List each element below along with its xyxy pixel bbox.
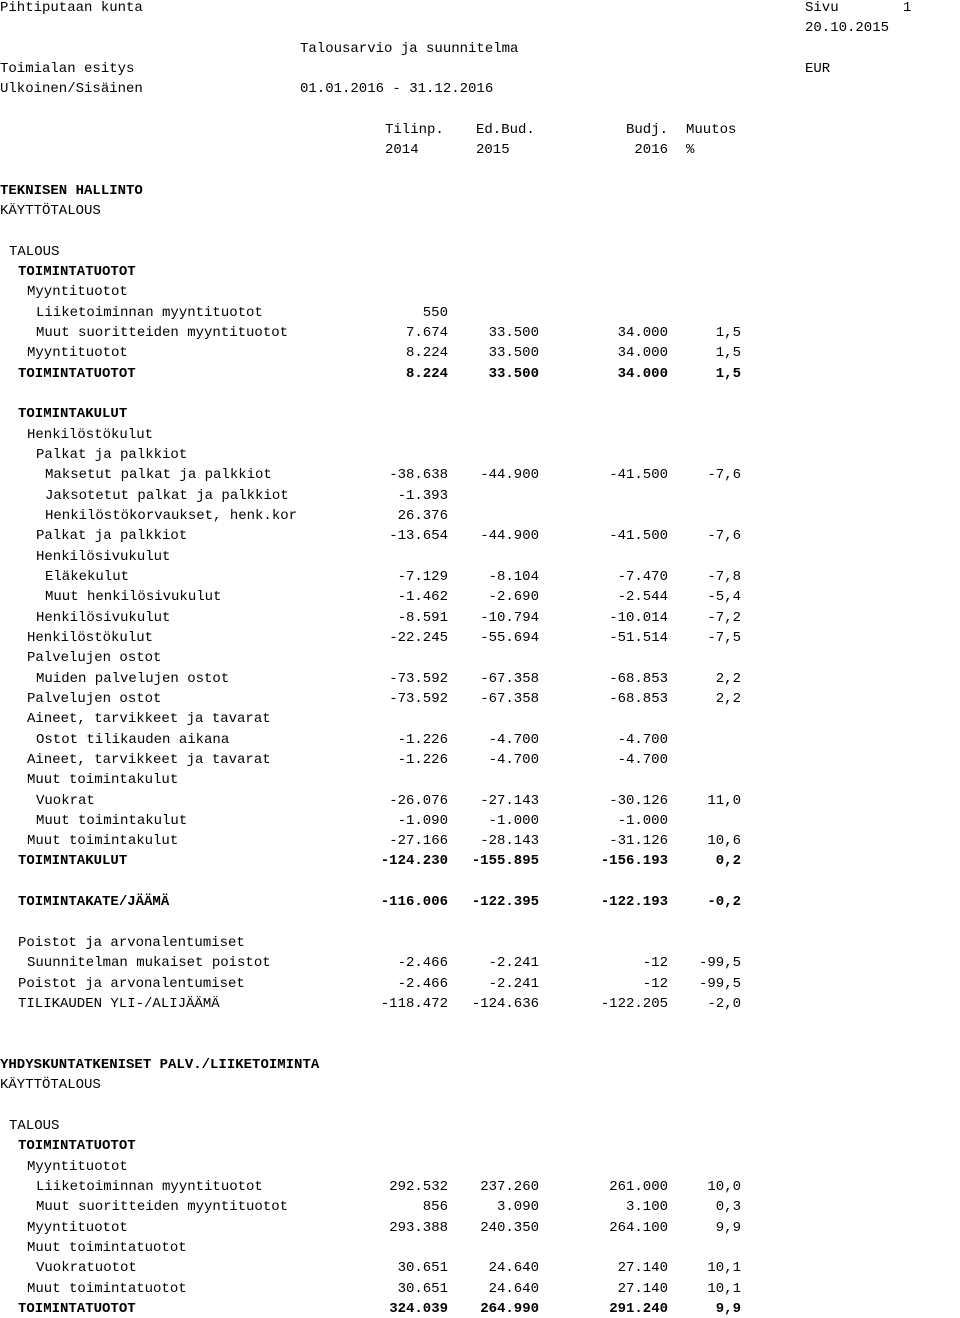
value-edbud-2015: -10.794 [480,610,539,626]
value-tilinp-2014: -22.245 [389,630,448,646]
value-tilinp-2014: -116.006 [380,894,448,910]
page-label: Sivu [805,0,839,16]
value-muutos-pct: 10,0 [707,1179,741,1195]
value-edbud-2015: -4.700 [488,752,539,768]
row-label: TOIMINTAKATE/JÄÄMÄ [18,894,170,910]
value-edbud-2015: 240.350 [480,1220,539,1236]
value-tilinp-2014: -27.166 [389,833,448,849]
value-budj-2016: -1.000 [617,813,668,829]
value-budj-2016: 291.240 [609,1301,668,1317]
row-label: Muut toimintatuotot [27,1281,187,1297]
value-edbud-2015: 237.260 [480,1179,539,1195]
row-label: Aineet, tarvikkeet ja tavarat [27,711,271,727]
row-label: Aineet, tarvikkeet ja tavarat [27,752,271,768]
row-label: Muut toimintakulut [36,813,188,829]
value-tilinp-2014: -73.592 [389,691,448,707]
value-budj-2016: -51.514 [609,630,668,646]
row-label: Palkat ja palkkiot [36,447,188,463]
row-label: Muut toimintakulut [27,833,179,849]
value-tilinp-2014: 324.039 [389,1301,448,1317]
value-muutos-pct: 1,5 [715,325,741,341]
value-edbud-2015: -4.700 [488,732,539,748]
col-budj-year: 2016 [634,142,668,158]
value-edbud-2015: -28.143 [480,833,539,849]
value-tilinp-2014: 26.376 [397,508,448,524]
row-label: Ostot tilikauden aikana [36,732,230,748]
value-muutos-pct: -7,6 [707,467,741,483]
value-budj-2016: -7.470 [617,569,668,585]
value-tilinp-2014: -1.462 [397,589,448,605]
value-edbud-2015: 3.090 [496,1199,539,1215]
report-type: Toimialan esitys [0,61,135,77]
row-label: Vuokratuotot [36,1260,137,1276]
row-label: Jaksotetut palkat ja palkkiot [45,488,289,504]
row-label: Maksetut palkat ja palkkiot [45,467,272,483]
value-budj-2016: -122.193 [600,894,668,910]
row-label: KÄYTTÖTALOUS [0,203,101,219]
value-tilinp-2014: -26.076 [389,793,448,809]
value-budj-2016: -2.544 [617,589,668,605]
row-label: Liiketoiminnan myyntituotot [36,1179,263,1195]
value-muutos-pct: -0,2 [707,894,741,910]
row-label: Muut suoritteiden myyntituotot [36,1199,289,1215]
value-edbud-2015: -44.900 [480,467,539,483]
value-budj-2016: -41.500 [609,528,668,544]
row-label: Vuokrat [36,793,95,809]
row-label: Poistot ja arvonalentumiset [18,976,245,992]
value-budj-2016: -10.014 [609,610,668,626]
value-muutos-pct: 9,9 [715,1220,741,1236]
row-label: Eläkekulut [45,569,130,585]
row-label: Muut toimintatuotot [27,1240,187,1256]
row-label: KÄYTTÖTALOUS [0,1077,101,1093]
value-edbud-2015: 264.990 [480,1301,539,1317]
value-tilinp-2014: -8.591 [397,610,448,626]
value-edbud-2015: -27.143 [480,793,539,809]
value-budj-2016: -68.853 [609,671,668,687]
report-title: Talousarvio ja suunnitelma [300,41,519,57]
row-label: Palvelujen ostot [27,691,162,707]
row-label: Myyntituotot [27,345,128,361]
value-edbud-2015: -2.690 [488,589,539,605]
value-muutos-pct: 2,2 [715,691,741,707]
row-label: Myyntituotot [27,284,128,300]
value-muutos-pct: 2,2 [715,671,741,687]
value-edbud-2015: 24.640 [488,1281,539,1297]
row-label: Henkilösivukulut [36,549,171,565]
value-edbud-2015: -122.395 [471,894,539,910]
row-label: TOIMINTATUOTOT [18,1138,136,1154]
value-muutos-pct: 10,6 [707,833,741,849]
col-edbud-label: Ed.Bud. [476,122,535,138]
row-label: Poistot ja arvonalentumiset [18,935,245,951]
value-tilinp-2014: -1.226 [397,732,448,748]
value-tilinp-2014: -118.472 [380,996,448,1012]
value-tilinp-2014: 8.224 [405,345,448,361]
value-tilinp-2014: 7.674 [405,325,448,341]
value-tilinp-2014: 8.224 [405,366,448,382]
row-label: TOIMINTAKULUT [18,853,128,869]
value-tilinp-2014: 30.651 [397,1260,448,1276]
value-tilinp-2014: -73.592 [389,671,448,687]
value-budj-2016: -41.500 [609,467,668,483]
value-tilinp-2014: 292.532 [389,1179,448,1195]
row-label: Henkilöstökulut [27,427,154,443]
value-tilinp-2014: -2.466 [397,976,448,992]
value-edbud-2015: 33.500 [488,366,539,382]
value-muutos-pct: 9,9 [715,1301,741,1317]
value-budj-2016: -156.193 [600,853,668,869]
col-muutos-unit: % [686,142,695,158]
value-muutos-pct: -7,5 [707,630,741,646]
value-edbud-2015: -67.358 [480,691,539,707]
value-edbud-2015: -44.900 [480,528,539,544]
row-label: TILIKAUDEN YLI-/ALIJÄÄMÄ [18,996,220,1012]
value-budj-2016: 34.000 [617,325,668,341]
value-budj-2016: -30.126 [609,793,668,809]
value-muutos-pct: 0,3 [715,1199,741,1215]
org-name: Pihtiputaan kunta [0,0,143,16]
value-budj-2016: -12 [642,955,668,971]
value-budj-2016: 27.140 [617,1281,668,1297]
value-budj-2016: -68.853 [609,691,668,707]
value-muutos-pct: -2,0 [707,996,741,1012]
value-muutos-pct: 10,1 [707,1281,741,1297]
value-muutos-pct: -7,6 [707,528,741,544]
col-budj-label: Budj. [625,122,668,138]
col-tilinp-year: 2014 [385,142,419,158]
value-muutos-pct: 1,5 [715,366,741,382]
value-muutos-pct: 11,0 [707,793,741,809]
value-muutos-pct: -5,4 [707,589,741,605]
value-tilinp-2014: 856 [422,1199,448,1215]
row-label: Henkilöstökulut [27,630,154,646]
value-tilinp-2014: -7.129 [397,569,448,585]
col-muutos-label: Muutos [686,122,737,138]
value-edbud-2015: -155.895 [471,853,539,869]
row-label: Muut suoritteiden myyntituotot [36,325,289,341]
value-edbud-2015: -8.104 [488,569,539,585]
value-edbud-2015: 33.500 [488,325,539,341]
value-tilinp-2014: -124.230 [380,853,448,869]
value-budj-2016: 27.140 [617,1260,668,1276]
value-tilinp-2014: 30.651 [397,1281,448,1297]
value-tilinp-2014: 293.388 [389,1220,448,1236]
value-budj-2016: 34.000 [617,366,668,382]
row-label: YHDYSKUNTATKENISET PALV./LIIKETOIMINTA [0,1057,320,1073]
value-muutos-pct: -99,5 [698,976,741,992]
value-muutos-pct: -7,2 [707,610,741,626]
currency: EUR [805,61,831,77]
value-budj-2016: -12 [642,976,668,992]
value-budj-2016: -4.700 [617,732,668,748]
col-edbud-year: 2015 [476,142,510,158]
row-label: Palvelujen ostot [27,650,162,666]
value-tilinp-2014: -38.638 [389,467,448,483]
row-label: TOIMINTATUOTOT [18,1301,136,1317]
value-budj-2016: -4.700 [617,752,668,768]
row-label: TEKNISEN HALLINTO [0,183,143,199]
row-label: Henkilösivukulut [36,610,171,626]
row-label: Suunnitelman mukaiset poistot [27,955,271,971]
row-label: TOIMINTATUOTOT [18,264,136,280]
value-budj-2016: -31.126 [609,833,668,849]
row-label: Muut henkilösivukulut [45,589,222,605]
scope: Ulkoinen/Sisäinen [0,81,143,97]
value-tilinp-2014: -1.393 [397,488,448,504]
value-muutos-pct: 1,5 [715,345,741,361]
value-edbud-2015: -2.241 [488,976,539,992]
row-label: Myyntituotot [27,1159,128,1175]
period: 01.01.2016 - 31.12.2016 [300,81,494,97]
value-tilinp-2014: -1.226 [397,752,448,768]
value-budj-2016: 3.100 [625,1199,668,1215]
row-label: TOIMINTAKULUT [18,406,128,422]
value-edbud-2015: -55.694 [480,630,539,646]
value-edbud-2015: -2.241 [488,955,539,971]
row-label: TOIMINTATUOTOT [18,366,136,382]
value-muutos-pct: 0,2 [715,853,741,869]
row-label: Palkat ja palkkiot [36,528,188,544]
value-budj-2016: 261.000 [609,1179,668,1195]
row-label: Myyntituotot [27,1220,128,1236]
print-date: 20.10.2015 [805,20,890,36]
value-edbud-2015: -124.636 [471,996,539,1012]
col-tilinp-label: Tilinp. [385,122,444,138]
row-label: TALOUS [9,244,60,260]
value-budj-2016: 264.100 [609,1220,668,1236]
value-muutos-pct: -99,5 [698,955,741,971]
value-tilinp-2014: -1.090 [397,813,448,829]
value-budj-2016: 34.000 [617,345,668,361]
value-edbud-2015: -1.000 [488,813,539,829]
row-label: Henkilöstökorvaukset, henk.kor [45,508,298,524]
row-label: Muiden palvelujen ostot [36,671,230,687]
value-muutos-pct: 10,1 [707,1260,741,1276]
value-edbud-2015: 33.500 [488,345,539,361]
value-tilinp-2014: -2.466 [397,955,448,971]
row-label: Liiketoiminnan myyntituotot [36,305,263,321]
value-muutos-pct: -7,8 [707,569,741,585]
value-tilinp-2014: 550 [422,305,448,321]
row-label: Muut toimintakulut [27,772,179,788]
value-edbud-2015: -67.358 [480,671,539,687]
value-tilinp-2014: -13.654 [389,528,448,544]
page-number: 1 [903,0,912,16]
row-label: TALOUS [9,1118,60,1134]
value-edbud-2015: 24.640 [488,1260,539,1276]
value-budj-2016: -122.205 [600,996,668,1012]
